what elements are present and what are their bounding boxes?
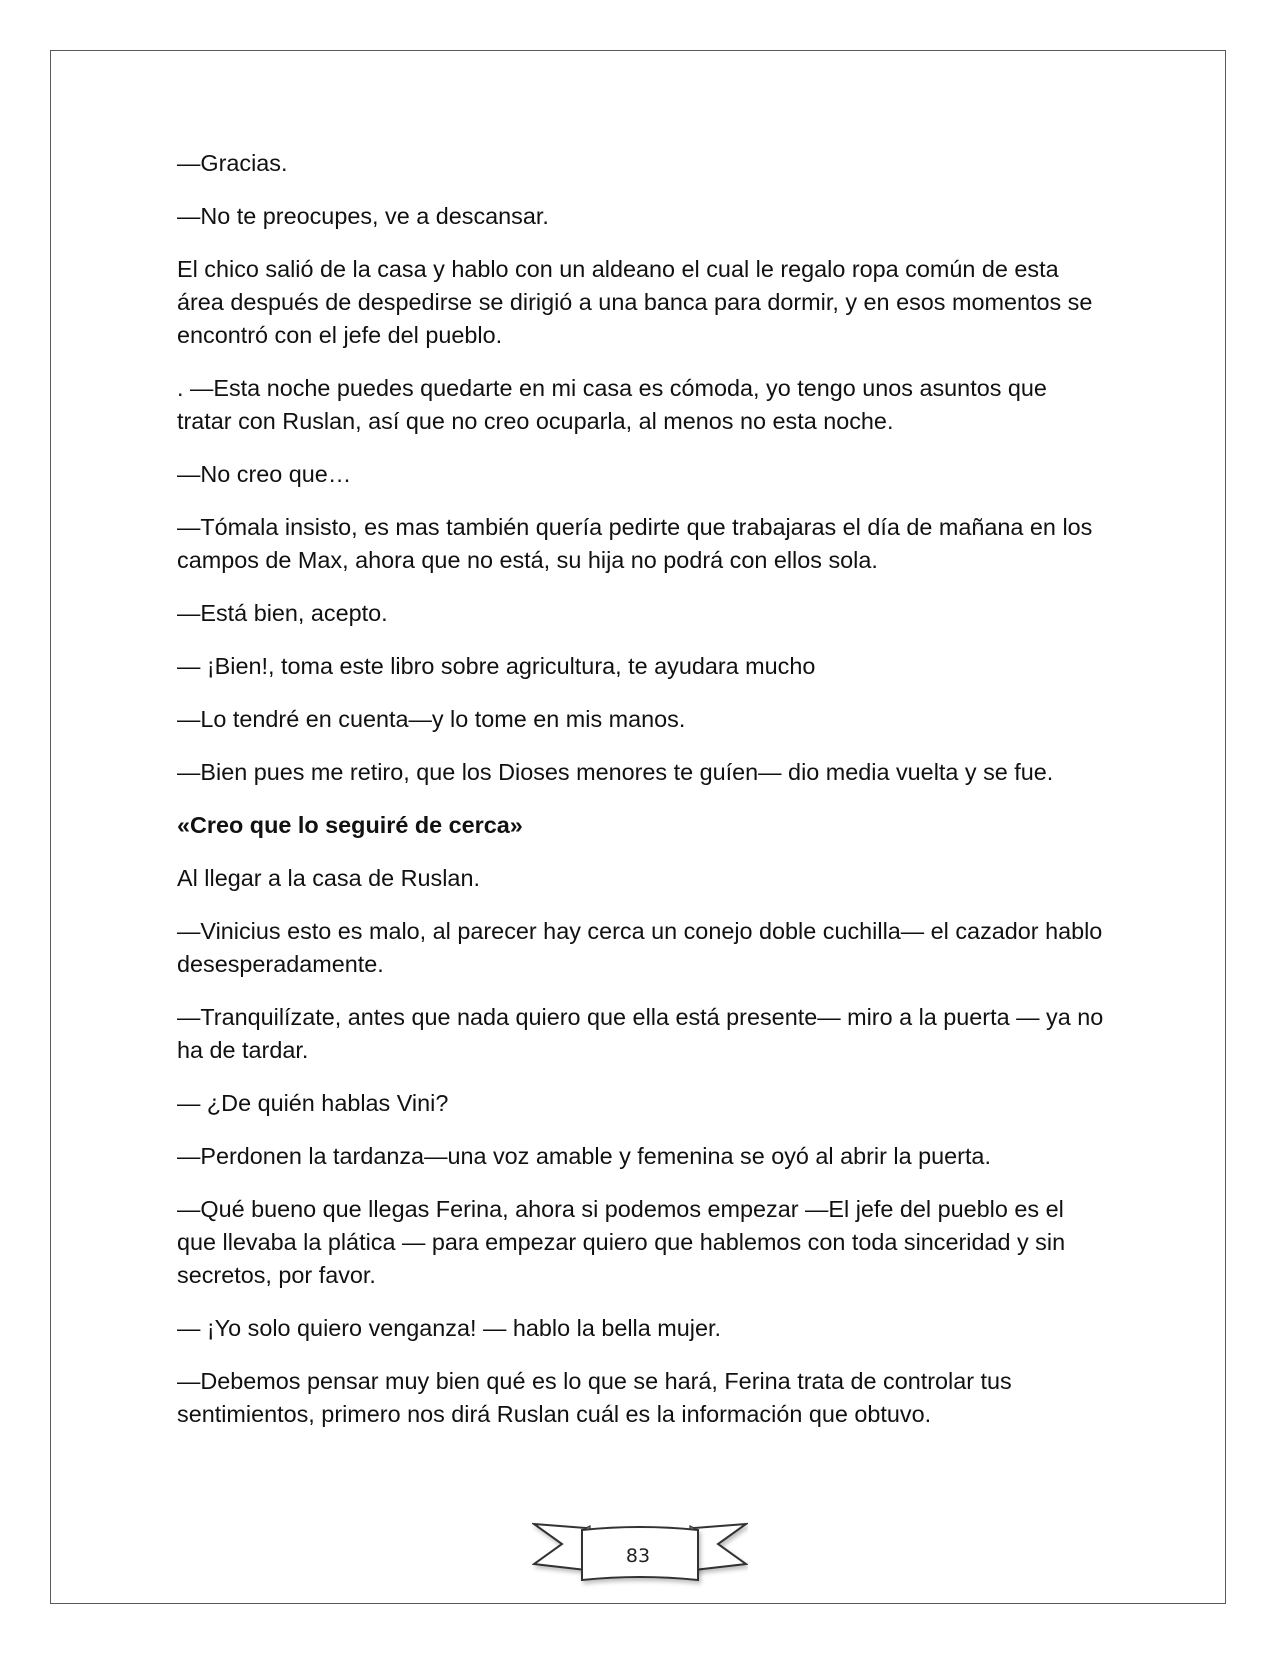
paragraph: —Bien pues me retiro, que los Dioses menores te guíen— dio media vuelta y se fue. [177, 759, 1054, 785]
paragraph: —Está bien, acepto. [177, 600, 388, 626]
paragraph: Al llegar a la casa de Ruslan. [177, 865, 480, 891]
page-number: 83 [625, 1545, 651, 1567]
paragraph: — ¡Yo solo quiero venganza! — hablo la bella mujer. [177, 1315, 721, 1341]
paragraph: —Vinicius esto es malo, al parecer hay cerca un conejo doble cuchilla— el cazador hablo desesperadamente. [177, 918, 1103, 977]
paragraph: —No te preocupes, ve a descansar. [177, 203, 549, 229]
document-body [177, 147, 1107, 1451]
paragraph: —Tómala insisto, es mas también quería pedirte que trabajaras el día de mañana en los campos de Max, ahora que no está, su hija no podrá con ellos sola. [177, 514, 1093, 573]
paragraph: —Lo tendré en cuenta—y lo tome en mis manos. [177, 706, 686, 732]
paragraph: —Perdonen la tardanza—una voz amable y femenina se oyó al abrir la puerta. [177, 1143, 991, 1169]
paragraph: —Debemos pensar muy bien qué es lo que se hará, Ferina trata de controlar tus sentimientos, primero nos dirá Ruslan cuál es la información que obtuvo. [177, 1368, 1012, 1427]
paragraph: —Tranquilízate, antes que nada quiero que ella está presente— miro a la puerta — ya no ha de tardar. [177, 1004, 1104, 1063]
paragraph: —No creo que… [177, 461, 352, 487]
paragraph: — ¡Bien!, toma este libro sobre agricultura, te ayudara mucho [177, 653, 816, 679]
paragraph: El chico salió de la casa y hablo con un aldeano el cual le regalo ropa común de esta área después de despedirse se dirigió a una banca para dormir, y en esos momentos se encontró con el jefe del pueblo. [177, 256, 1093, 348]
paragraph: —Qué bueno que llegas Ferina, ahora si podemos empezar —El jefe del pueblo es el que llevaba la plática — para empezar quiero que hablemos con toda sinceridad y sin secretos, por favor. [177, 1196, 1066, 1288]
paragraph: —Gracias. [177, 150, 288, 176]
paragraph: — ¿De quién hablas Vini? [177, 1090, 449, 1116]
thought-paragraph: «Creo que lo seguiré de cerca» [177, 812, 523, 838]
paragraph: . —Esta noche puedes quedarte en mi casa es cómoda, yo tengo unos asuntos que tratar con Ruslan, así que no creo ocuparla, al menos no esta noche. [177, 375, 1047, 434]
